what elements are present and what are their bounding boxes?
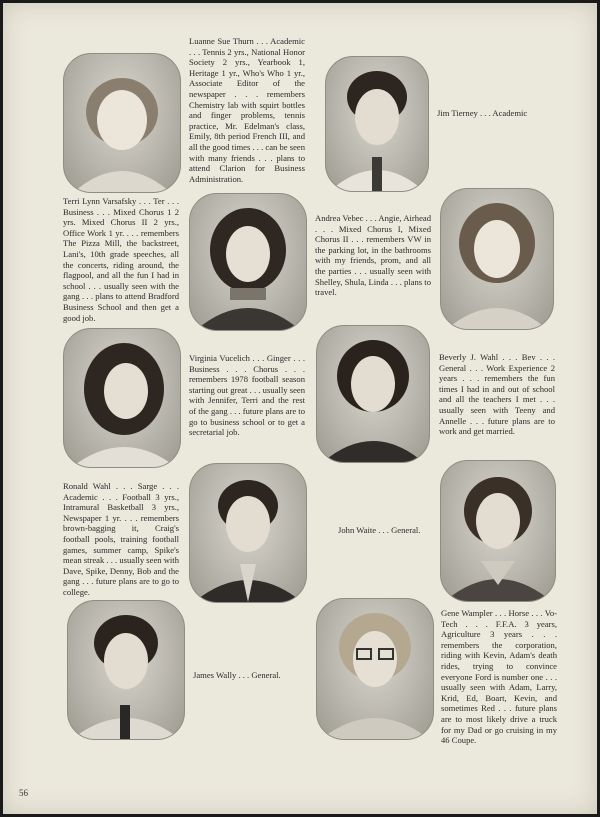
senior-bio-terri: Terri Lynn Varsafsky . . . Ter . . . Business . . . Mixed Chorus 1 2 yrs. Mixed Chorus II 2 yrs., Office Work 1 yr. . . . remembers The Pizza Mill, the backstreet, Lani's, 10th grade speeches, all the concerts, riding around, the flagpool, and all the fun I had in school . . . usually seen with the gang . . . plans to attend Bradford Business School and then get a good job. (63, 196, 179, 323)
senior-bio-luanne: Luanne Sue Thurn . . . Academic . . . Tennis 2 yrs., National Honor Society 2 yrs., Yearbook 1, Heritage 1 yr., Who's Who 1 yr., Associate Editor of the newspaper . . . remembers Chemistry lab with squirt bottles and finger problems, tennis practice, Mr. Edelman's class, Emily, 8th period French III, and all the good times . . . can be seen with many friends . . . plans to attend Clarion for Business Administration. (189, 36, 305, 184)
portrait-photo-james (67, 600, 185, 740)
portrait-photo-virginia (63, 328, 181, 468)
portrait-photo-andrea (440, 188, 554, 330)
senior-bio-virginia: Virginia Vucelich . . . Ginger . . . Business . . . Chorus . . . remembers 1978 football season starting out great . . . usually seen with Jennifer, Terri and the rest of the gang . . . future plans are to go to business school or to get a secretarial job. (189, 353, 305, 438)
senior-name-jim: Jim Tierney . . . Academic (437, 108, 528, 118)
yearbook-page (3, 3, 597, 814)
portrait-photo-luanne (63, 53, 181, 193)
senior-name-james: James Wally . . . General. (193, 670, 281, 680)
senior-bio-beverly: Beverly J. Wahl . . . Bev . . . General . . . Work Experience 2 years . . . remembers the fun times I had in and out of school and all the teachers I met . . . usually seen with Teeny and Annelle . . . future plans are to work and get married. (439, 352, 555, 437)
senior-name-john: John Waite . . . General. (338, 525, 421, 535)
page-number: 56 (19, 788, 28, 798)
senior-bio-andrea: Andrea Vebec . . . Angie, Airhead . . . Mixed Chorus I, Mixed Chorus II . . . remembers VW in the parking lot, in the bathrooms with my friends, prom, and all the parties . . . usually seen with Shelley, Shula, Linda . . . plans to travel. (315, 213, 431, 298)
portrait-photo-jim (325, 56, 429, 192)
senior-bio-ronald: Ronald Wahl . . . Sarge . . . Academic . . . Football 3 yrs., Intramural Basketball 3 yrs., Newspaper 1 yr. . . . remembers brown-bagging it, Craig's football pools, training football games, summer camp, Spike's mean streak . . . usually seen with Dave, Spike, Denny, Bob and the gang . . . future plans are to go to college. (63, 481, 179, 597)
senior-bio-gene: Gene Wampler . . . Horse . . . Vo-Tech . . . F.F.A. 3 years, Agriculture 3 years . . . remembers the corporation, riding with Kevin, Adam's death rides, trying to convince everyone Ford is number one . . . usually seen with Adam, Larry, Krid, Ed, Boart, Kevin, and sometimes Red . . . future plans are to most likely drive a truck for my Dad or go cruising in my 46 Coupe. (441, 608, 557, 746)
portrait-photo-john (440, 460, 556, 602)
portrait-photo-gene (316, 598, 434, 740)
portrait-photo-beverly (316, 325, 430, 463)
portrait-photo-terri (189, 193, 307, 331)
portrait-photo-ronald (189, 463, 307, 603)
